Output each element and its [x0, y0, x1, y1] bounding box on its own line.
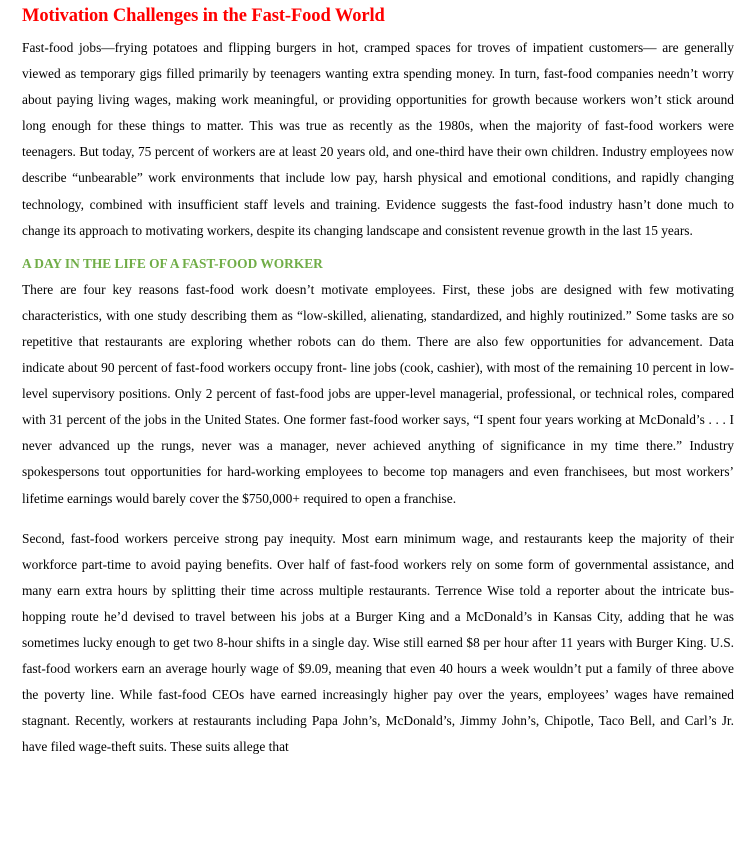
body-paragraph-intro: Fast-food jobs—frying potatoes and flipping burgers in hot, cramped spaces for troves of impatient customers— are generally viewed as temporary gigs filled primarily by teenagers wanting extra spending money. In turn, fast-food companies needn’t worry about paying living wages, making work meaningful, or providing opportunities for growth because workers won’t stick around long enough for these things to matter. This was true as recently as the 1980s, when the majority of fast-food workers were teenagers. But today, 75 percent of workers are at least 20 years old, and one-third have their own children. Industry employees now describe “unbearable” work environments that include low pay, harsh physical and emotional conditions, and rapidly changing technology, combined with insufficient staff levels and training. Evidence suggests the fast-food industry hasn’t done much to change its approach to motivating workers, despite its changing landscape and consistent revenue growth in the last 15 years.	[22, 40, 734, 238]
document-title: Motivation Challenges in the Fast-Food World	[22, 6, 385, 26]
section-heading: A DAY IN THE LIFE OF A FAST-FOOD WORKER	[22, 255, 323, 271]
body-paragraph-pay-inequity: Second, fast-food workers perceive strong pay inequity. Most earn minimum wage, and restaurants keep the majority of their workforce part-time to avoid paying benefits. Over half of fast-food workers rely on some form of governmental assistance, and many earn extra hours by splitting their time across multiple restaurants. Terrence Wise told a reporter about the intricate bus-hopping route he’d devised to travel between his jobs at a Burger King and a McDonald’s in Kansas City, adding that he was sometimes lucky enough to get two 8-hour shifts in a single day. Wise still earned $8 per hour after 11 years with Burger King. U.S. fast-food workers earn an average hourly wage of $9.09, meaning that even 40 hours a week wouldn’t put a family of three above the poverty line. While fast-food CEOs have earned increasingly higher pay over the years, employees’ wages have remained stagnant. Recently, workers at restaurants including Papa John’s, McDonald’s, Jimmy John’s, Chipotle, Taco Bell, and Carl’s Jr. have filed wage-theft suits. These suits allege that	[22, 530, 734, 755]
body-paragraph-reasons: There are four key reasons fast-food work doesn’t motivate employees. First, these jobs are designed with few motivating characteristics, with one study describing them as “low-skilled, alienating, standardized, and highly routinized.” Some tasks are so repetitive that restaurants are exploring whether robots can do them. There are also few opportunities for advancement. Data indicate about 90 percent of fast-food workers occupy front- line jobs (cook, cashier), with most of the remaining 10 percent in low-level supervisory positions. Only 2 percent of fast-food jobs are upper-level managerial, professional, or technical roles, compared with 31 percent of the jobs in the United States. One former fast-food worker says, “I spent four years working at McDonald’s . . . I never advanced up the rungs, never was a manager, never achieved anything of significance in my time there.” Industry spokespersons tout opportunities for hard-working employees to become top managers and even franchisees, but most workers’ lifetime earnings would barely cover the $750,000+ required to open a franchise.	[22, 281, 734, 506]
document-page	[22, 0, 734, 760]
